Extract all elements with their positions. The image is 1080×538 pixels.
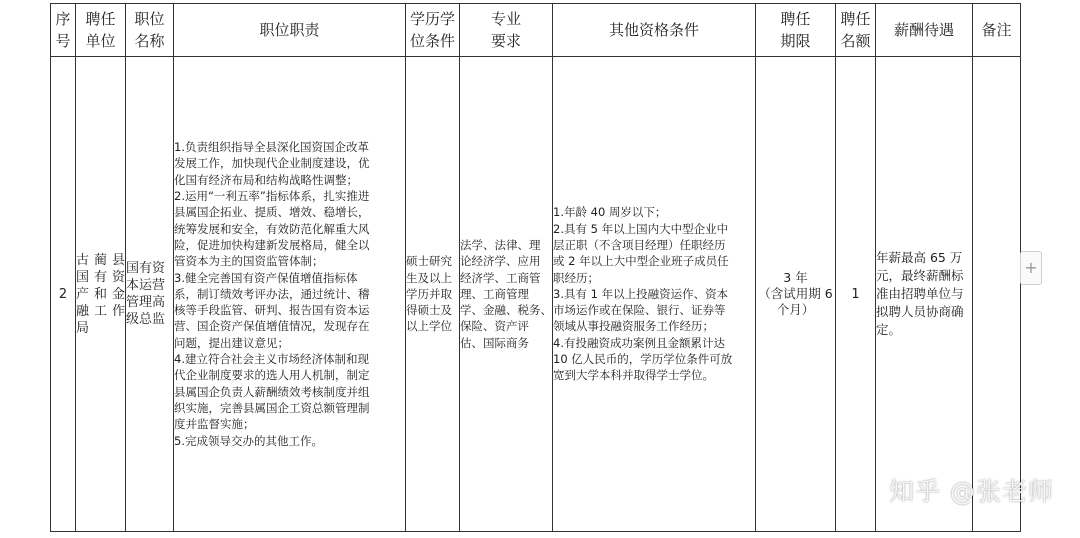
cell-salary: 年薪最高 65 万 元，最终薪酬标 准由招聘单位与 拟聘人员协商确 定。: [876, 57, 973, 532]
header-other-qualifications: 其他资格条件: [553, 4, 756, 57]
header-major: 专业 要求: [460, 4, 553, 57]
cell-quota: 1: [836, 57, 876, 532]
cell-position: 国有资 本运营 管理高 级总监: [126, 57, 174, 532]
cell-seq: 2: [51, 57, 76, 532]
header-education: 学历学 位条件: [406, 4, 460, 57]
header-quota: 聘任 名额: [836, 4, 876, 57]
table-header-row: [51, 4, 1021, 57]
table-row: [51, 57, 1021, 532]
header-term: 聘任 期限: [756, 4, 836, 57]
cell-remark: [973, 57, 1021, 532]
header-unit: 聘任 单位: [76, 4, 126, 57]
header-duties: 职位职责: [174, 4, 406, 57]
plus-icon: +: [1024, 258, 1038, 277]
header-seq: 序 号: [51, 4, 76, 57]
cell-unit: 古蔺县 国有资 产和金 融工作 局: [76, 57, 126, 532]
recruitment-table: [50, 3, 1021, 532]
header-salary: 薪酬待遇: [876, 4, 973, 57]
cell-duties: 1.负责组织指导全县深化国资国企改革 发展工作，加快现代企业制度建设，优 化国有经济布局和结构战略性调整； 2.运用“一利五率”指标体系，扎实推进 县属国企拓业、提质、增效、稳增长， 统筹发展和安全，有效防范化解重大风 险，促进加快构建新发展格局，健全以 管资本为主的国资监管体制； 3.健全完善国有资产保值增值指标体 系，制订绩效考评办法，通过统计、稽 核等手段监管、研判、报告国有资本运 营、国企资产保值增值情况，发现存在 问题，提出建议意见； 4.建立符合社会主义市场经济体制和现 代企业制度要求的选人用人机制，制定 县属国企负责人薪酬绩效考核制度并组 织实施，完善县属国企工资总额管理制 度并监督实施； 5.完成领导交办的其他工作。: [174, 57, 406, 532]
watermark: 知乎 @张老师: [889, 477, 1054, 506]
cell-education: 硕士研究 生及以上 学历并取 得硕士及 以上学位: [406, 57, 460, 532]
cell-term: 3 年 （含试用期 6 个月）: [756, 57, 836, 532]
header-remark: 备注: [973, 4, 1021, 57]
expand-button[interactable]: [1020, 251, 1042, 285]
cell-major: 法学、法律、理 论经济学、应用 经济学、工商管 理、工商管理 学、金融、税务、 保险、资产评 估、国际商务: [460, 57, 553, 532]
cell-other-qualifications: 1.年龄 40 周岁以下； 2.具有 5 年以上国内大中型企业中 层正职（不含项目经理）任职经历 或 2 年以上大中型企业班子成员任 职经历； 3.具有 1 年以上投融资运作、资本 市场运作或在保险、银行、证券等 领域从事投融资服务工作经历； 4.有投融资成功案例且金额累计达 10 亿人民币的，学历学位条件可放 宽到大学本科并取得学士学位。: [553, 57, 756, 532]
header-position: 职位 名称: [126, 4, 174, 57]
